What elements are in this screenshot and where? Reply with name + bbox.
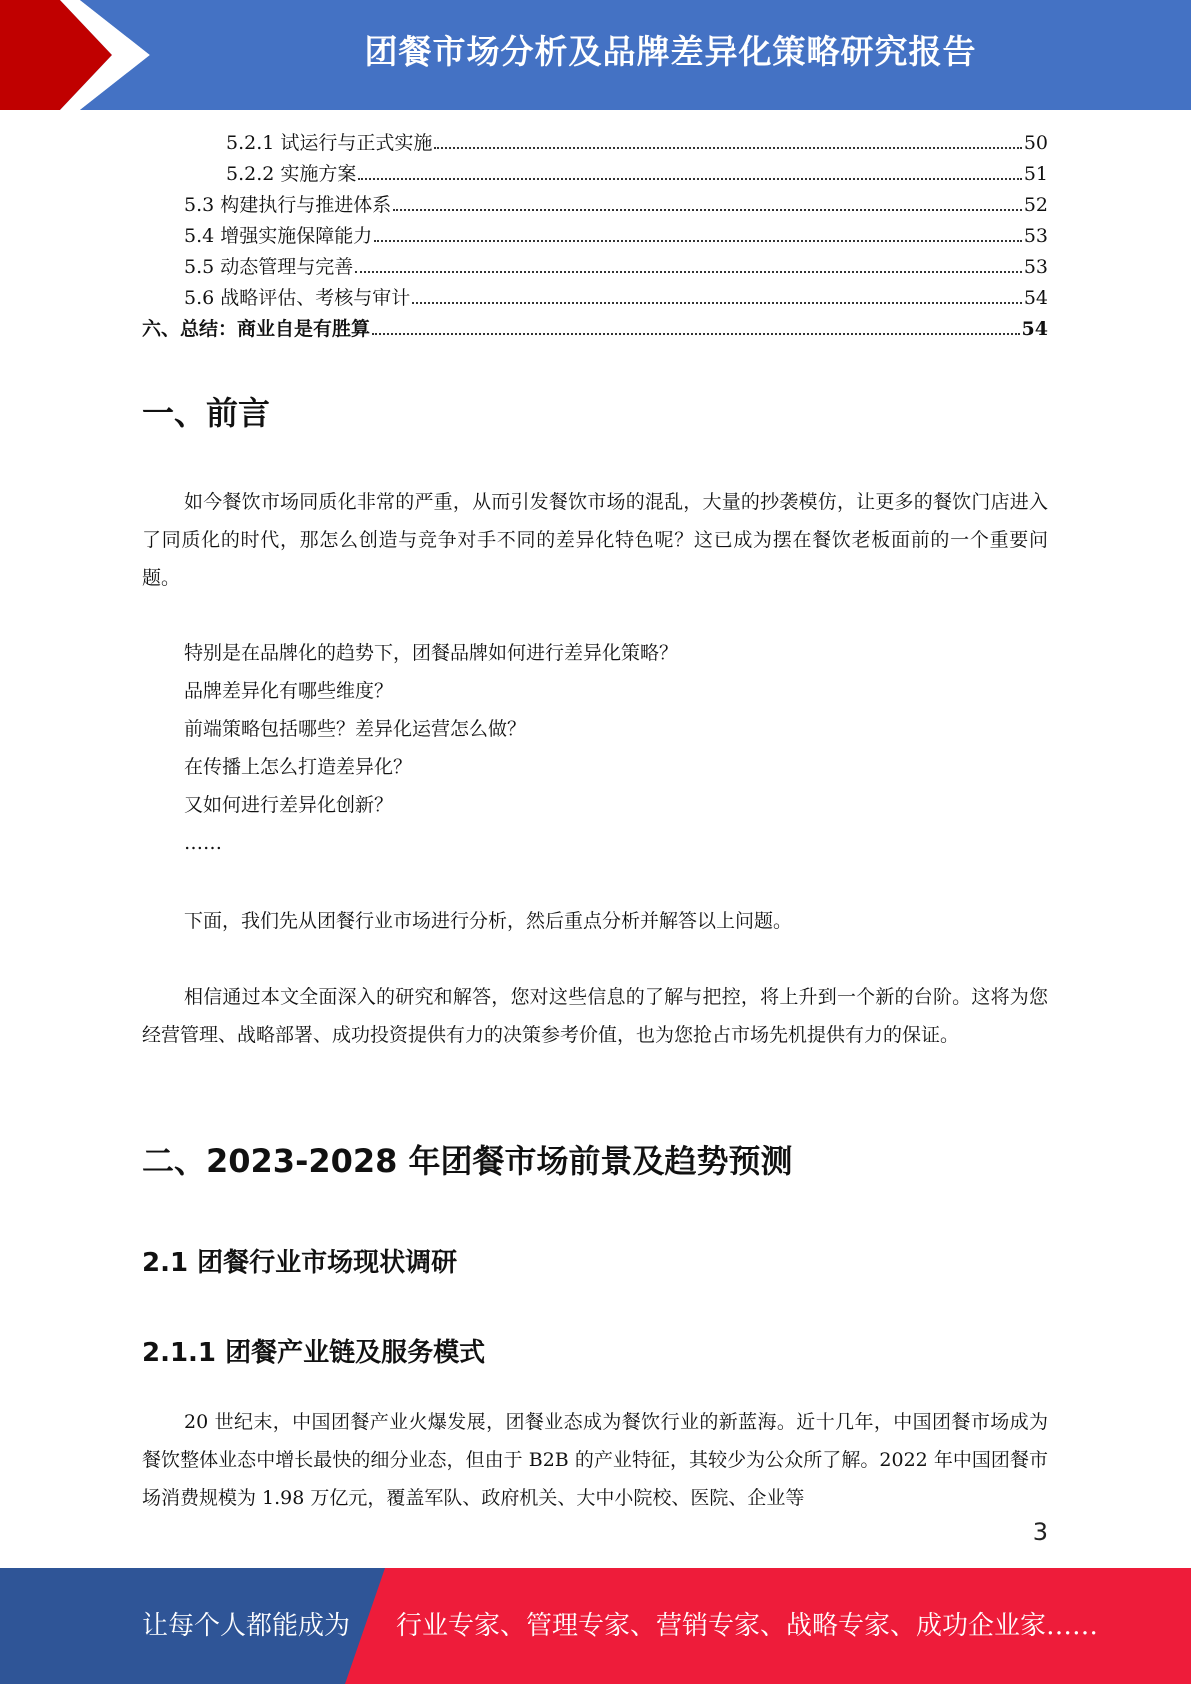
toc-entry[interactable] — [142, 159, 1048, 190]
footer-banner — [0, 1568, 1191, 1684]
subsection-heading-2-1-1: 2.1.1 团餐产业链及服务模式 — [142, 1338, 486, 1368]
toc-entry[interactable] — [142, 314, 1048, 345]
toc-leader-dots — [358, 178, 1021, 180]
question-item: …… — [184, 832, 222, 854]
toc-entry-page: 50 — [1023, 132, 1048, 154]
table-of-contents — [142, 128, 1048, 345]
footer-slogan-right: 行业专家、管理专家、营销专家、战略专家、成功企业家…… — [396, 1611, 1099, 1641]
toc-entry-page: 52 — [1023, 194, 1048, 216]
toc-entry-label: 5.4 增强实施保障能力 — [184, 225, 373, 247]
toc-entry-label: 六、总结：商业自是有胜算 — [142, 318, 371, 340]
toc-entry-page: 54 — [1021, 318, 1048, 340]
body-paragraph: 20 世纪末，中国团餐产业火爆发展，团餐业态成为餐饮行业的新蓝海。近十几年，中国团餐市场成为餐饮整体业态中增长最快的细分业态，但由于 B2B 的产业特征，其较少为公众所了解。2022 年中国团餐市场消费规模为 1.98 万亿元，覆盖军队、政府机关、大中小院校、医院、企业等 — [142, 1411, 1048, 1509]
toc-entry-label: 5.2.2 实施方案 — [226, 163, 357, 185]
toc-entry-page: 54 — [1023, 287, 1048, 309]
toc-entry-page: 51 — [1023, 163, 1048, 185]
body-paragraph: 相信通过本文全面深入的研究和解答，您对这些信息的了解与把控，将上升到一个新的台阶。这将为您经营管理、战略部署、成功投资提供有力的决策参考价值，也为您抢占市场先机提供有力的保证。 — [142, 986, 1048, 1046]
header-banner — [0, 0, 1191, 110]
question-list — [184, 634, 1044, 862]
toc-entry[interactable] — [142, 128, 1048, 159]
toc-leader-dots — [372, 333, 1020, 335]
section-heading-preface: 一、前言 — [142, 394, 271, 432]
subsection-heading-2-1: 2.1 团餐行业市场现状调研 — [142, 1248, 458, 1278]
question-item: 又如何进行差异化创新？ — [184, 794, 394, 816]
toc-leader-dots — [412, 302, 1022, 304]
toc-entry-label: 5.3 构建执行与推进体系 — [184, 194, 392, 216]
footer-slogan-left: 让每个人都能成为 — [142, 1611, 351, 1641]
toc-entry-label: 5.6 战略评估、考核与审计 — [184, 287, 411, 309]
body-paragraph: 下面，我们先从团餐行业市场进行分析，然后重点分析并解答以上问题。 — [184, 910, 793, 932]
toc-entry-label: 5.2.1 试运行与正式实施 — [226, 132, 433, 154]
toc-entry-page: 53 — [1023, 256, 1048, 278]
question-item: 在传播上怎么打造差异化？ — [184, 756, 413, 778]
question-item: 前端策略包括哪些？差异化运营怎么做？ — [184, 718, 527, 740]
toc-entry[interactable] — [142, 221, 1048, 252]
toc-entry[interactable] — [142, 283, 1048, 314]
toc-leader-dots — [374, 240, 1022, 242]
question-item: 特别是在品牌化的趋势下，团餐品牌如何进行差异化策略？ — [184, 642, 679, 664]
toc-entry-label: 5.5 动态管理与完善 — [184, 256, 354, 278]
question-item: 品牌差异化有哪些维度？ — [184, 680, 394, 702]
body-paragraph: 如今餐饮市场同质化非常的严重，从而引发餐饮市场的混乱，大量的抄袭模仿，让更多的餐饮门店进入了同质化的时代，那怎么创造与竞争对手不同的差异化特色呢？这已成为摆在餐饮老板面前的一个重要问题。 — [142, 491, 1048, 589]
toc-leader-dots — [434, 147, 1021, 149]
document-title: 团餐市场分析及品牌差异化策略研究报告 — [364, 32, 977, 71]
section-heading-chapter-2: 二、2023-2028 年团餐市场前景及趋势预测 — [142, 1142, 793, 1180]
page-number: 3 — [1032, 1518, 1048, 1546]
toc-leader-dots — [393, 209, 1022, 211]
toc-entry-page: 53 — [1023, 225, 1048, 247]
header-arrow-decoration — [0, 0, 160, 110]
toc-entry[interactable] — [142, 190, 1048, 221]
toc-entry[interactable] — [142, 252, 1048, 283]
toc-leader-dots — [355, 271, 1022, 273]
